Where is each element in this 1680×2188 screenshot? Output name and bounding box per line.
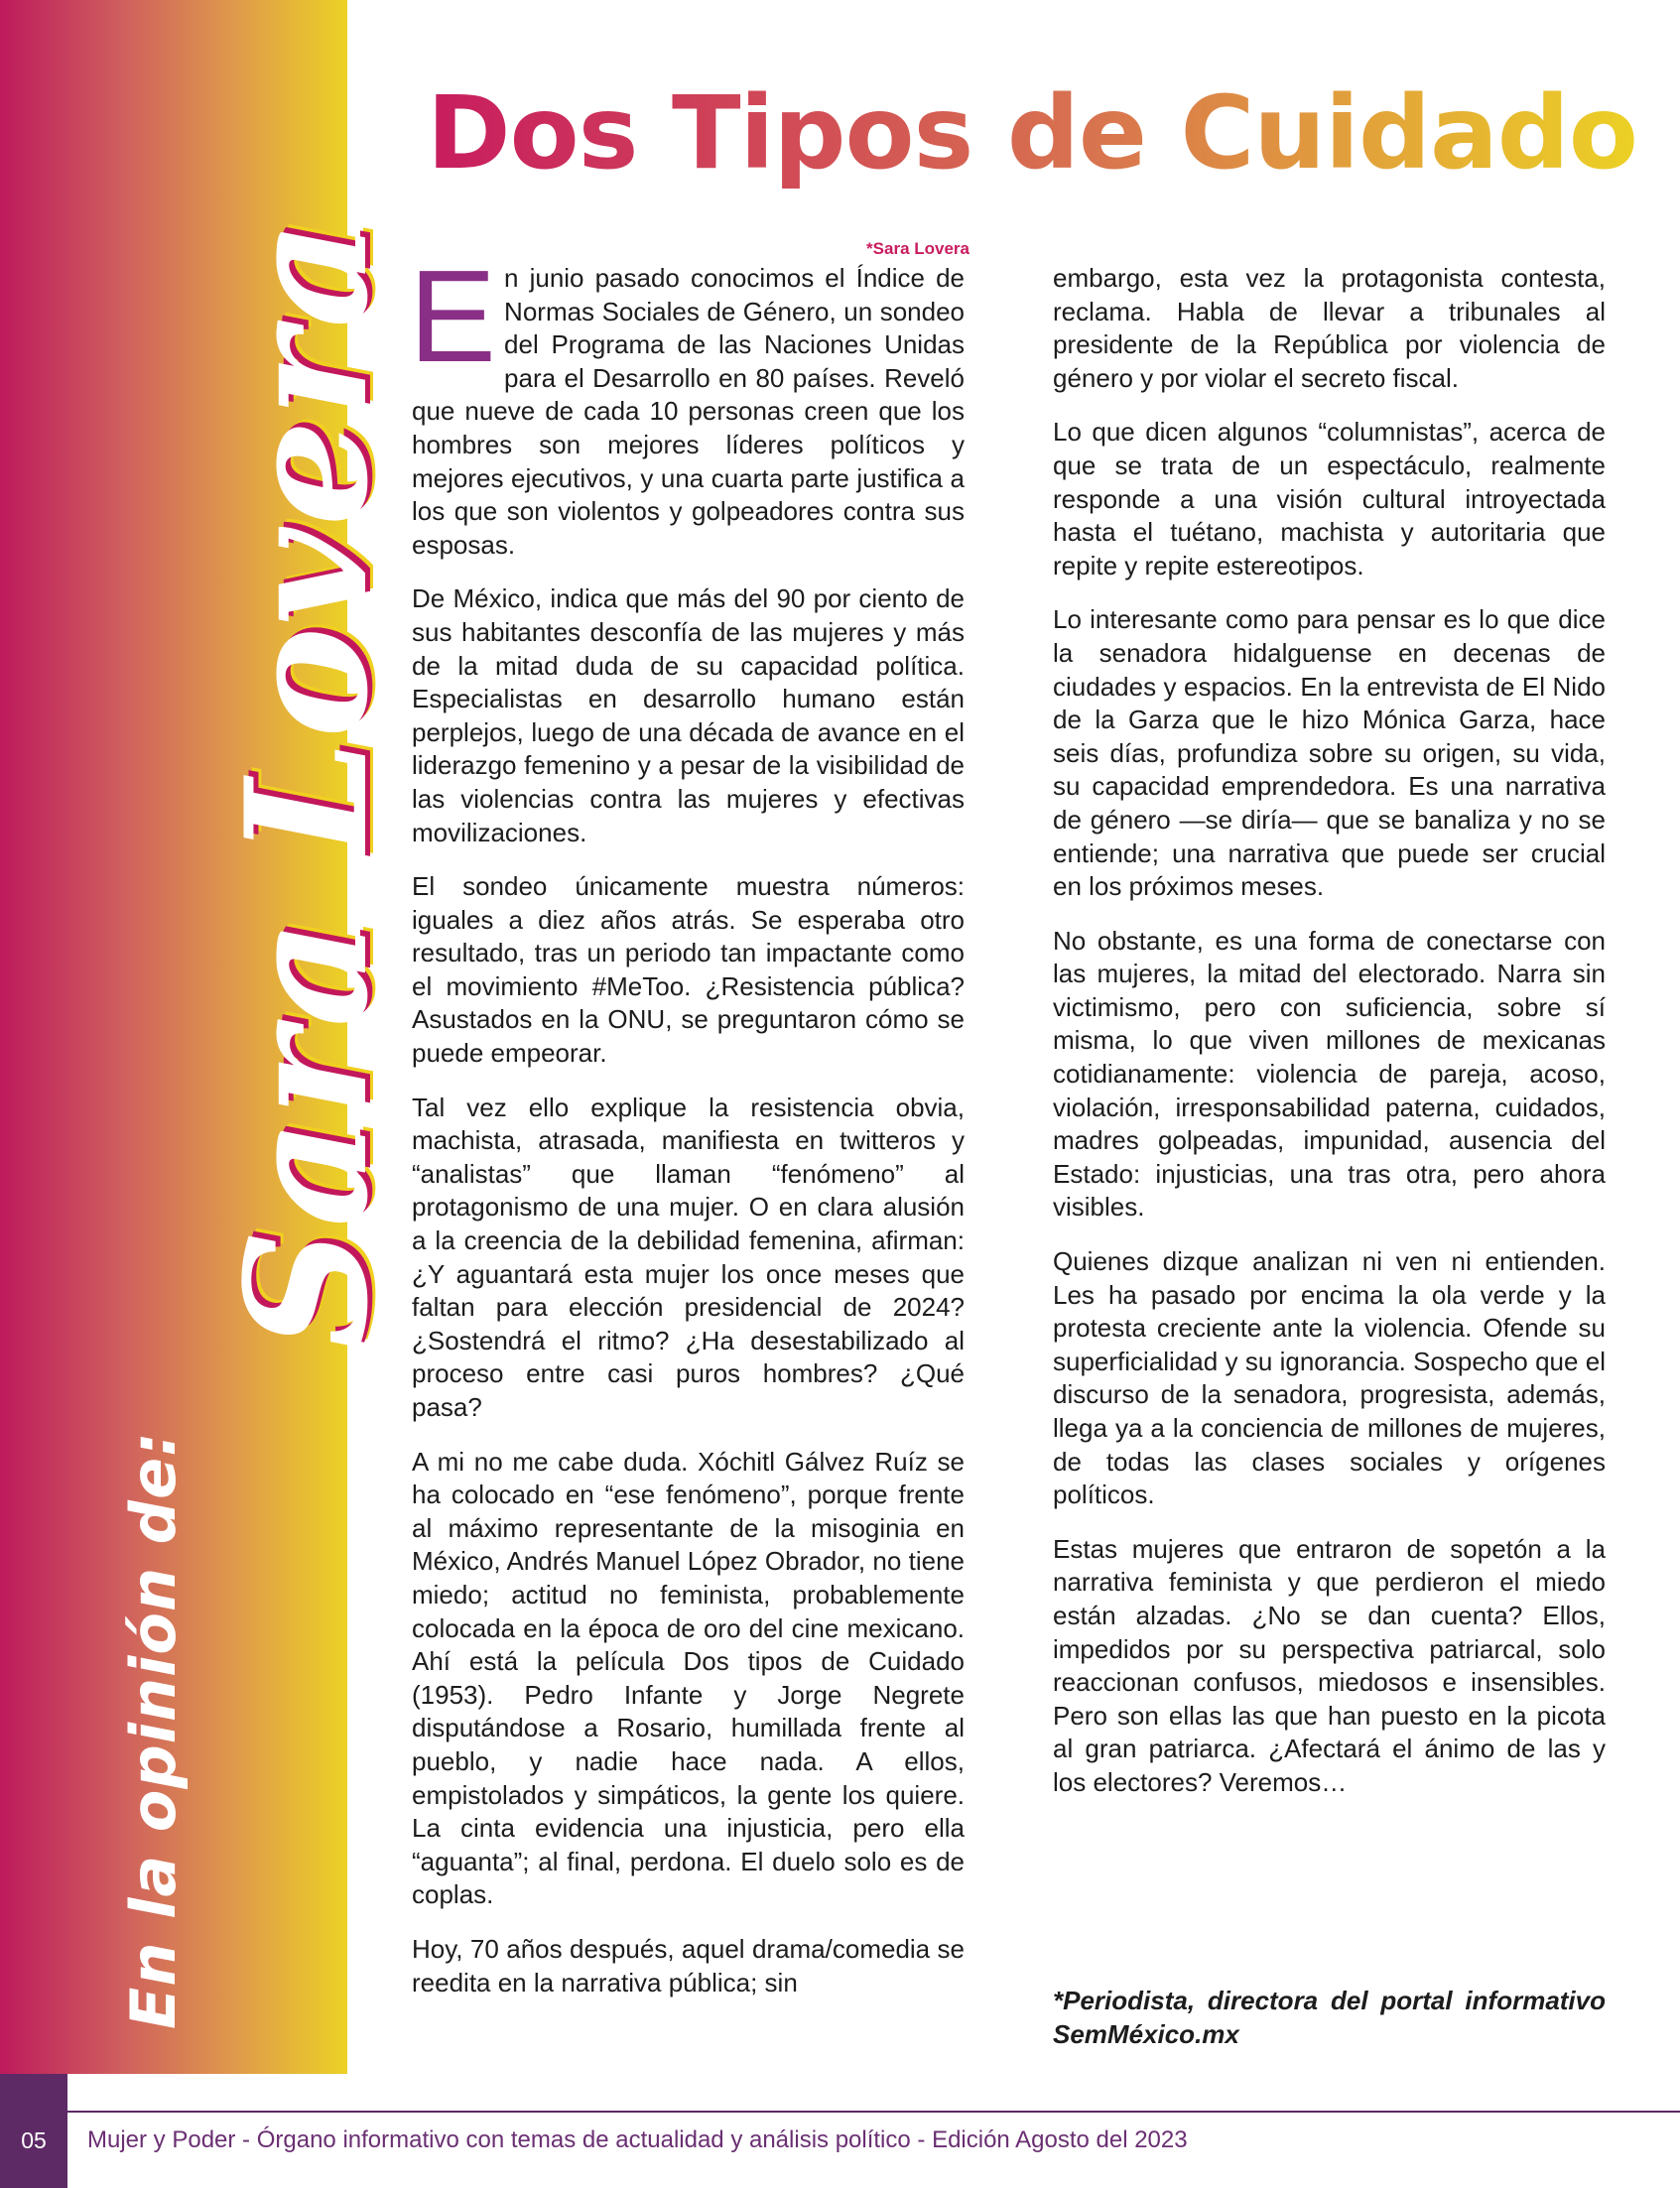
article-paragraph: Lo que dicen algunos “columnistas”, acerca de que se trata de un espectáculo, realmente responde a una visión cultural introyectada hasta el tuétano, machista y autoritaria que repite y repite estereotipos. [1053,417,1606,580]
article-paragraph: Quienes dizque analizan ni ven ni entienden. Les ha pasado por encima la ola verde y la protesta creciente ante la violencia. Ofende su superficialidad y su ignorancia. Sospecho que el discurso de la senadora, progresista, además, llega ya a la conciencia de millones de mujeres, de todas las clases sociales y orígenes políticos. [1053,1246,1606,1510]
article-paragraph: De México, indica que más del 90 por ciento de sus habitantes desconfía de las mujeres y más de la mitad duda de su capacidad política. Especialistas en desarrollo humano están perplejos, luego de una década de avance en el liderazgo femenino y a pesar de la visibilidad de las violencias contra las mujeres y efectivas movilizaciones. [412,583,965,847]
article-paragraph: A mi no me cabe duda. Xóchitl Gálvez Ruíz se ha colocado en “ese fenómeno”, porque frente al máximo representante de la misoginia en México, Andrés Manuel López Obrador, no tiene miedo; actitud no feminista, probablemente colocada en la época de oro del cine mexicano. Ahí está la película Dos tipos de Cuidado (1953). Pedro Infante y Jorge Negrete disputándose a Rosario, humillada frente al pueblo, y nadie hace nada. A ellos, empistolados y simpáticos, la gente los quiere. La cinta evidencia una injusticia, pero ella “aguanta”; al final, perdona. El duelo solo es de coplas. [412,1446,965,1910]
article-paragraph: Hoy, 70 años después, aquel drama/comedia se reedita en la narrativa pública; sin [412,1933,965,1997]
sidebar-banner [0,0,405,2074]
page-number: 05 [21,2127,47,2153]
footer-text: Mujer y Poder - Órgano informativo con temas de actualidad y análisis político - Edición Agosto del 2023 [87,2126,1188,2153]
author-name-script: Sara Lovera [208,217,405,1350]
opinion-label: En la opinión de: [117,1431,190,2029]
author-note: *Periodista, directora del portal informativo SemMéxico.mx [1053,1986,1606,2049]
article-paragraph: Tal vez ello explique la resistencia obvia, machista, atrasada, manifiesta en twitteros y “analistas” que llaman “fenómeno” al protagonismo de una mujer. O en clara alusión a la creencia de la debilidad femenina, afirman: ¿Y aguantará esta mujer los once meses que faltan para elección presidencial de 2024? ¿Sostendrá el ritmo? ¿Ha desestabilizado al proceso entre casi puros hombres? ¿Qué pasa? [412,1092,965,1422]
article-column-2 [1053,262,1606,1821]
byline: *Sara Lovera [866,239,969,258]
article-paragraph: Estas mujeres que entraron de sopetón a la narrativa feminista y que perdieron el miedo están alzadas. ¿No se dan cuenta? Ellos, impedidos por su perspectiva patriarcal, solo reaccionan confusos, miedosos e insensibles. Pero son ellas las que han puesto en la picota al gran patriarca. ¿Afectará el ánimo de las y los electores? Veremos… [1053,1533,1606,1797]
drop-cap: E [409,243,497,389]
article-paragraph: No obstante, es una forma de conectarse con las mujeres, la mitad del electorado. Narra sin victimismo, pero con suficiencia, sobre sí misma, lo que viven millones de mexicanas cotidianamente: violencia de pareja, acoso, violación, irresponsabilidad paterna, cuidados, madres golpeadas, impunidad, ausencia del Estado: injusticias, una tras otra, pero ahora visibles. [1053,925,1606,1223]
footer-rule [0,2111,1680,2113]
first-paragraph-text: n junio pasado conocimos el Índice de Normas Sociales de Género, un sondeo del Programa de las Naciones Unidas para el Desarrollo en 80 países. Reveló que nueve de cada 10 personas creen que los hombres son mejores líderes políticos y mejores ejecutivos, y una cuarta parte justifica a los que son violentos y golpeadores contra sus esposas. [412,263,965,560]
article-paragraph: El sondeo únicamente muestra números: iguales a diez años atrás. Se esperaba otro resultado, tras un periodo tan impactante como el movimiento #MeToo. ¿Resistencia pública? Asustados en la ONU, se preguntaron cómo se puede empeorar. [412,871,965,1069]
article-title: Dos Tipos de Cuidado [427,69,1637,198]
article-paragraph: embargo, esta vez la protagonista contesta, reclama. Habla de llevar a tribunales al presidente de la República por violencia de género y por violar el secreto fiscal. [1053,263,1606,393]
article-paragraph: Lo interesante como para pensar es lo que dice la senadora hidalguense en decenas de ciudades y espacios. En la entrevista de El Nido de la Garza que le hizo Mónica Garza, hace seis días, profundiza sobre su origen, su vida, su capacidad emprendedora. Es una narrativa de género —se diría— que se banaliza y no se entiende; una narrativa que puede ser crucial en los próximos meses. [1053,604,1606,902]
